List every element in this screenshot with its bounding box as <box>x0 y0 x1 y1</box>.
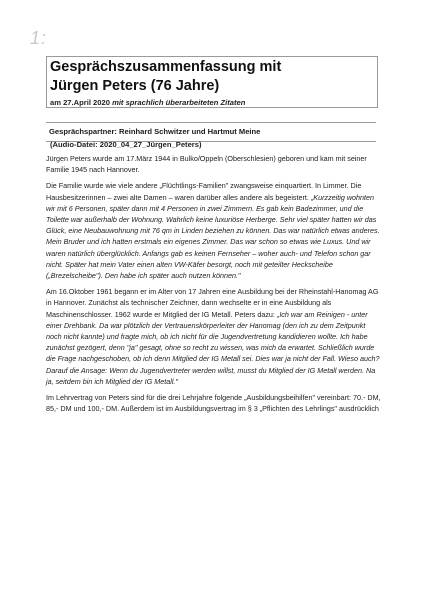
paragraph-text: Im Lehrvertrag von Peters sind für die drei Lehrjahre folgende „Ausbildungsbeihilfen" vereinbart: 70.- DM, 85,- DM und 100,- DM. Außerdem ist im Ausbildungsvertrag im § 3 „Pflichten des Lehrlings" ausdrücklich <box>46 393 381 414</box>
paragraph-quote: Kurzzeitig wohnten wir mit 6 Personen, später dann mit 4 Personen in zwei Zimmern. Es gab kein Badezimmer, und die Toilette war außerhalb der Wohnung. Wahrlich keine luxuriöse Herberge. Sehr viel später hatten wir das Glück, eine Neubauwohnung mit 76 qm in Linden beziehen zu können. Das war natürlich etwas anderes. Mein Bruder und ich hatten erstmals ein eigenes Zimmer. Das war schon so etwas wie Luxus. Und wir waren natürlich überglücklich. Anfangs gab es keinen Fernseher – woher auch- und Telefon schon gar nicht. Später hat mein Vater einen alten VW-Käfer besorgt, noch mit geteilter Heckscheibe („Brezelscheibe"). Den habe ich später auch nutzen können." <box>46 192 380 281</box>
audio-file-reference: (Audio-Datei: 2020_04_27_Jürgen_Peters) <box>50 140 202 149</box>
paragraph-quote: Ich war am Reinigen - unter einer Drehbank. Da war plötzlich der Vertrauenskörperleiter der Hanomag (den ich zu dem Zeitpunkt noch nicht kannte) und fragte mich, ob ich nicht für die Jugendvertretung kandidieren wollte. Ich habe zunächst gezögert, denn "ja" gesagt, ohne so recht zu wissen, was mich da erwartet. Schließlich wurde die Frage nachgeschoben, ob ich denn Mitglied der IG Metall sei. Dies war ja nicht der Fall. Wieso auch? Darauf die Ansage: Wenn du Jugendvertreter werden willst, musst du Mitglied der IG Metall werden. Na ja, seitdem bin ich Mitglied der IG Metall." <box>46 309 380 386</box>
interview-partners: Gesprächspartner: Reinhard Schwitzer und Hartmut Meine <box>46 122 376 142</box>
paragraph <box>46 286 382 387</box>
paragraph-text: Die Familie wurde wie viele andere „Flüchtlings-Familien" zwangsweise einquartiert. In Limmer. Die Hausbesitzerinnen – zwei alte Damen – waren darüber alles andere als begeistert. „ <box>46 181 362 202</box>
paragraph <box>46 180 382 281</box>
paragraph <box>46 392 382 414</box>
page-number: 1: <box>30 28 48 48</box>
date-suffix: mit sprachlich überarbeiteten Zitaten <box>109 98 246 107</box>
paragraph-text: Jürgen Peters wurde am 17.März 1944 in Bulko/Oppeln (Oberschlesien) geboren und kam mit seiner Familie 1945 nach Hannover. <box>46 154 367 175</box>
document-body <box>46 153 382 419</box>
date-prefix: am 27.April 2020 <box>50 98 110 107</box>
interview-date <box>50 98 373 107</box>
document-header <box>46 56 378 108</box>
document-title-line2: Jürgen Peters (76 Jahre) <box>50 78 220 94</box>
paragraph <box>46 153 382 175</box>
document-title-line1: Gesprächszusammenfassung mit <box>50 59 282 75</box>
paragraph-text: Am 16.Oktober 1961 begann er im Alter von 17 Jahren eine Ausbildung bei der Rheinstahl-Hanomag AG in Hannover. Zunächst als technischer Zeichner, dann wechselte er in eine Ausbildung als Maschinenschlosser. 1962 wurde er Mitglied der IG Metall. Peters dazu: „ <box>46 287 379 319</box>
